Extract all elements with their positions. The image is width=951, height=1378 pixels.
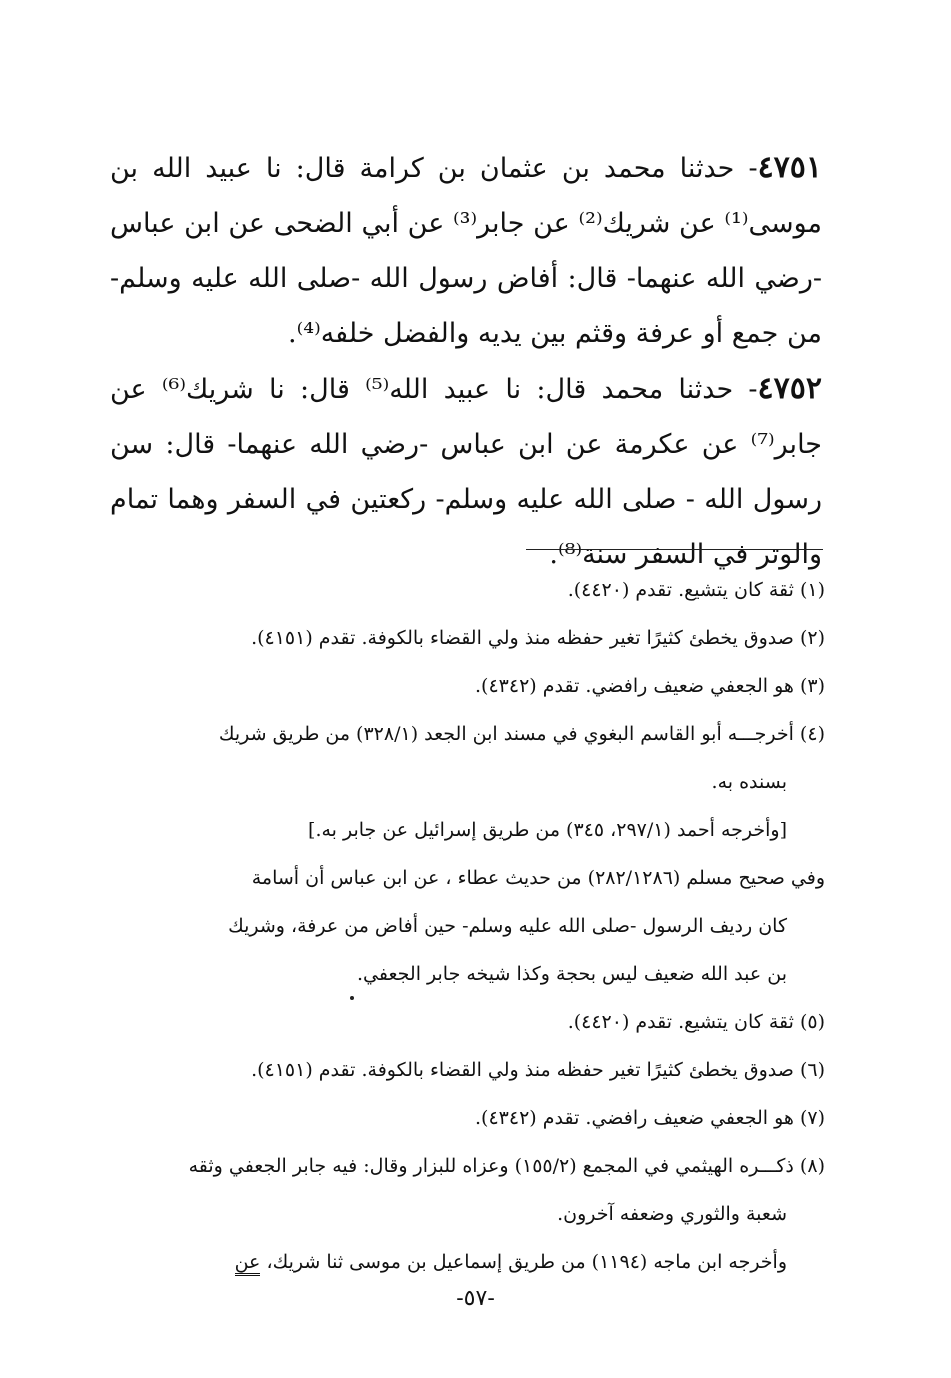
hadith-line: جابر⁽⁷⁾ عن عكرمة عن ابن عباس -رضي الله عنهما- قال: سن رسول (110, 429, 822, 515)
hadith-line: حدثنا محمد قال: نا عبيد الله⁽⁵⁾ قال: نا شريك⁽⁶⁾ عن (110, 374, 734, 405)
footnote-5: (٥) ثقة كان يتشيع. تقدم (٤٤٢٠). (567, 1011, 825, 1033)
hadith-4751 (110, 140, 822, 361)
hadith-dash: - (748, 374, 758, 405)
footnote-1: (١) ثقة كان يتشيع. تقدم (٤٤٢٠). (567, 579, 825, 601)
footnote-8-continued: شعبة والثوري وضعفه آخرون. (557, 1203, 787, 1225)
footnote-8-text: وأخرجه ابن ماجه (١١٩٤) من طريق إسماعيل بن موسى ثنا شريك، (266, 1251, 787, 1273)
hadith-dash: - (748, 153, 758, 184)
footnote-3: (٣) هو الجعفي ضعيف رافضي. تقدم (٤٣٤٢). (475, 675, 825, 697)
footnote-2: (٢) صدوق يخطئ كثيرًا تغير حفظه منذ ولي القضاء بالكوفة. تقدم (٤١٥١). (251, 627, 825, 649)
footnote-7: (٧) هو الجعفي ضعيف رافضي. تقدم (٤٣٤٢). (475, 1107, 825, 1129)
page-number: -٥٧- (456, 1286, 495, 1311)
footnote-6: (٦) صدوق يخطئ كثيرًا تغير حفظه منذ ولي القضاء بالكوفة. تقدم (٤١٥١). (251, 1059, 825, 1081)
footnote-4-continued: بسنده به. (711, 771, 787, 793)
hadith-number: ٤٧٥٢ (757, 371, 822, 406)
footnotes (110, 566, 825, 1286)
hadith-line: -رضي الله عنهما- قال: أفاض رسول الله -صلى الله عليه وسلم- من (110, 263, 822, 349)
hadith-number: ٤٧٥١ (757, 150, 823, 185)
hadith-line: الله - صلى الله عليه وسلم- ركعتين في السفر وهما تمام والوتر في السفر (110, 484, 822, 570)
catchword: عن (235, 1251, 261, 1276)
hadith-line: موسى⁽¹⁾ عن شريك⁽²⁾ عن جابر⁽³⁾ عن أبي الضحى عن ابن عباس (110, 208, 823, 239)
main-text (110, 140, 822, 582)
footnote-4: (٤) أخرجـــه أبو القاسم البغوي في مسند ابن الجعد (٣٢٨/١) من طريق شريك (218, 723, 825, 745)
footnote-8: (٨) ذكـــره الهيثمي في المجمع (١٥٥/٢) وعزاه للبزار وقال: فيه جابر الجعفي وثقه (188, 1155, 825, 1177)
footnote-8-continued (110, 1238, 825, 1286)
footnote-4-continued: كان رديف الرسول -صلى الله عليه وسلم- حين أفاض من عرفة، وشريك (228, 915, 787, 937)
footnote-4-bracketed: [وأخرجه أحمد (٢٩٧/١، ٣٤٥) من طريق إسرائيل عن جابر به.] (308, 819, 787, 841)
footnote-4-continued: وفي صحيح مسلم (٢٨٢/١٢٨٦) من حديث عطاء ، عن ابن عباس أن أسامة (251, 867, 825, 889)
hadith-line: جمع أو عرفة وقثم بين يديه والفضل خلفه⁽⁴⁾. (288, 318, 779, 349)
footnote-4-continued: بن عبد الله ضعيف ليس بحجة وكذا شيخه جابر الجعفي. (356, 963, 787, 985)
stray-dot-mark (350, 996, 354, 1000)
hadith-line: سنة⁽⁸⁾. (549, 539, 628, 570)
footnote-separator (526, 549, 823, 550)
hadith-line: حدثنا محمد بن عثمان بن كرامة قال: نا عبيد الله بن (110, 153, 735, 184)
